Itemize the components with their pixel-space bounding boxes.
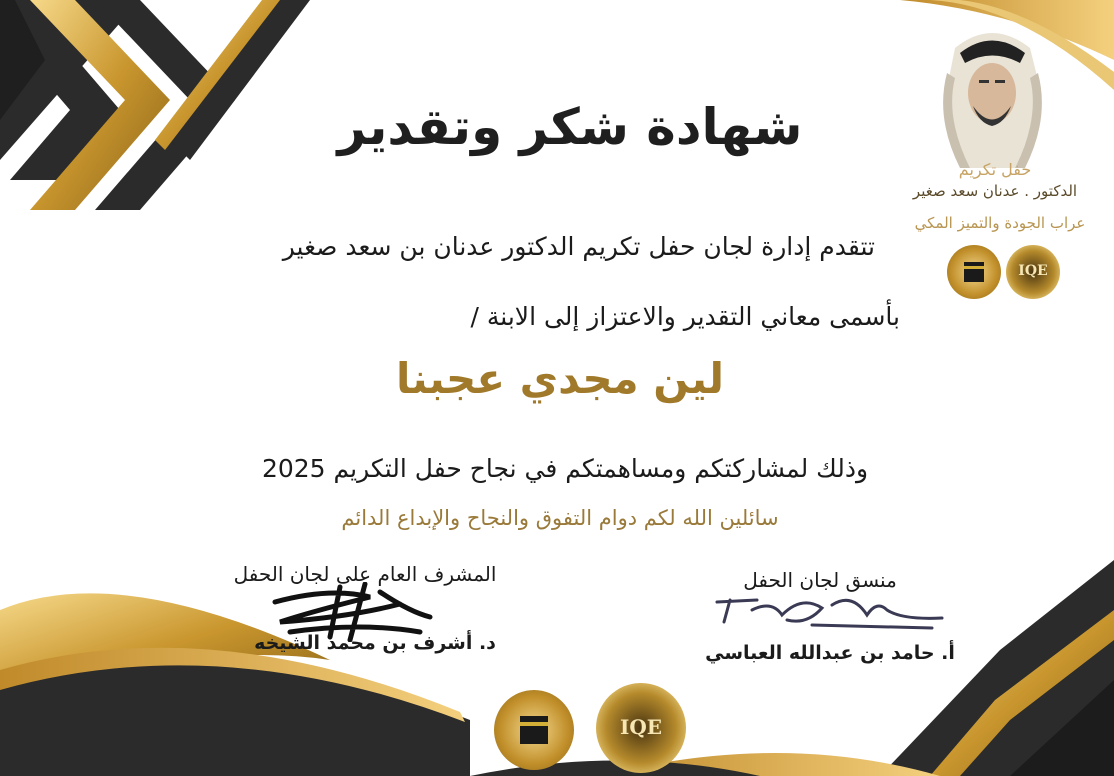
intro-line: تتقدم إدارة لجان حفل تكريم الدكتور عدنان بن سعد صغير: [282, 232, 875, 261]
coordinator-name: أ. حامد بن عبدالله العباسي: [705, 642, 955, 664]
supervisor-name: د. أشرف بن محمد الشيخه: [254, 632, 496, 654]
iqe-seal-top-label: IQE: [1018, 263, 1048, 279]
kaaba-seal-top: [947, 245, 1001, 299]
portrait-illustration: [935, 18, 1050, 168]
wish-line: سائلين الله لكم دوام التفوق والنجاح والإبداع الدائم: [341, 506, 779, 530]
iqe-seal-bottom: [596, 683, 686, 773]
coordinator-role: منسق لجان الحفل: [743, 568, 897, 592]
participation-line: وذلك لمشاركتكم ومساهمتكم في نجاح حفل التكريم 2025: [261, 454, 869, 483]
honoree-portrait: [935, 18, 1050, 168]
recipient-name: لين مجدي عجبنا: [395, 354, 724, 403]
logo-line-3: عراب الجودة والتميز المكي: [914, 214, 1086, 232]
logo-line-2: الدكتور . عدنان سعد صغير: [912, 182, 1078, 200]
logo-line-1: حفل تكريم: [958, 160, 1032, 179]
iqe-seal-bottom-label: IQE: [619, 715, 663, 739]
certificate-title: شهادة شكر وتقدير: [337, 98, 803, 156]
bottom-left-dark-wave: [0, 658, 470, 776]
dedication-line: بأسمى معاني التقدير والاعتزاز إلى الابنة /: [470, 302, 900, 331]
iqe-seal-top: [1006, 245, 1060, 299]
kaaba-seal-bottom: [494, 690, 574, 770]
coordinator-signature: [712, 590, 947, 635]
supervisor-role: المشرف العام على لجان الحفل: [233, 562, 497, 586]
